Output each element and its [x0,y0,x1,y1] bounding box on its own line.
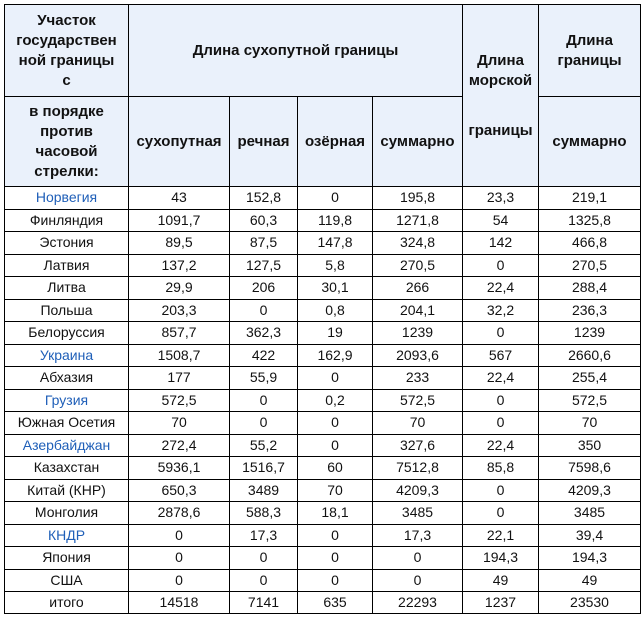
header-sum: суммарно [373,97,463,187]
river-cell: 0 [230,389,298,412]
sea-cell: 0 [463,322,539,345]
country-cell: Абхазия [5,367,129,390]
header-sea-line: границы [468,121,533,139]
total-cell: 255,4 [539,367,641,390]
country-cell: Китай (КНР) [5,479,129,502]
sum-cell: 4209,3 [373,479,463,502]
table-row [5,187,641,210]
sea-cell: 23,3 [463,187,539,210]
table-row [5,232,641,255]
river-cell: 0 [230,299,298,322]
lake-cell: 0,2 [298,389,373,412]
header-land: сухопутная [129,97,230,187]
river-cell: 127,5 [230,254,298,277]
river-cell: 0 [230,547,298,570]
river-cell: 152,8 [230,187,298,210]
country-cell: Литва [5,277,129,300]
sum-cell: 266 [373,277,463,300]
sum-cell: 17,3 [373,524,463,547]
total-cell: 270,5 [539,254,641,277]
sum-cell: 0 [373,547,463,570]
lake-cell: 0 [298,412,373,435]
header-total-bottom: суммарно [539,97,641,187]
header-total-line: Длина [566,31,613,49]
lake-cell: 5,8 [298,254,373,277]
country-cell: Финляндия [5,209,129,232]
sum-cell: 7512,8 [373,457,463,480]
total-cell: 466,8 [539,232,641,255]
sea-cell: 567 [463,344,539,367]
land-cell: 1508,7 [129,344,230,367]
header-section-top [5,5,129,97]
sum-cell: 1239 [373,322,463,345]
river-cell: 55,9 [230,367,298,390]
river-cell: 206 [230,277,298,300]
country-cell: Белоруссия [5,322,129,345]
header-section-bottom [5,97,129,187]
table-row [5,254,641,277]
table-row [5,367,641,390]
country-cell: Латвия [5,254,129,277]
river-cell: 17,3 [230,524,298,547]
land-cell: 0 [129,547,230,570]
river-cell: 55,2 [230,434,298,457]
table-row [5,479,641,502]
sum-cell: 22293 [373,592,463,614]
sea-cell: 22,4 [463,277,539,300]
country-cell: Япония [5,547,129,570]
table-row [5,569,641,592]
sum-cell: 572,5 [373,389,463,412]
sea-cell: 32,2 [463,299,539,322]
lake-cell: 0,8 [298,299,373,322]
country-cell: США [5,569,129,592]
table-row [5,457,641,480]
land-cell: 857,7 [129,322,230,345]
country-cell[interactable]: Украина [5,344,129,367]
table-row [5,389,641,412]
river-cell: 7141 [230,592,298,614]
land-cell: 0 [129,569,230,592]
lake-cell: 0 [298,524,373,547]
country-cell: итого [5,592,129,614]
total-cell: 572,5 [539,389,641,412]
sum-cell: 70 [373,412,463,435]
header-sea-line: Длина [477,51,524,69]
total-cell: 288,4 [539,277,641,300]
land-cell: 70 [129,412,230,435]
table-row [5,592,641,614]
table-row [5,547,641,570]
lake-cell: 0 [298,547,373,570]
sum-cell: 327,6 [373,434,463,457]
total-cell: 1239 [539,322,641,345]
sea-cell: 0 [463,479,539,502]
river-cell: 422 [230,344,298,367]
lake-cell: 162,9 [298,344,373,367]
land-cell: 137,2 [129,254,230,277]
country-cell: Южная Осетия [5,412,129,435]
header-land-group: Длина сухопутной границы [129,5,463,97]
total-cell: 2660,6 [539,344,641,367]
total-cell: 350 [539,434,641,457]
header-sea [463,5,539,187]
table-row [5,299,641,322]
country-cell[interactable]: КНДР [5,524,129,547]
land-cell: 43 [129,187,230,210]
lake-cell: 60 [298,457,373,480]
land-cell: 177 [129,367,230,390]
sea-cell: 0 [463,389,539,412]
header-section-line: Участок [37,11,96,29]
river-cell: 0 [230,569,298,592]
total-cell: 39,4 [539,524,641,547]
lake-cell: 635 [298,592,373,614]
lake-cell: 0 [298,434,373,457]
header-section-line: государствен [16,31,117,49]
land-cell: 29,9 [129,277,230,300]
land-cell: 14518 [129,592,230,614]
header-section-line: часовой [35,142,98,160]
header-section-line: стрелки: [34,162,99,180]
country-cell[interactable]: Азербайджан [5,434,129,457]
lake-cell: 0 [298,187,373,210]
land-cell: 650,3 [129,479,230,502]
land-cell: 203,3 [129,299,230,322]
river-cell: 60,3 [230,209,298,232]
lake-cell: 30,1 [298,277,373,300]
sum-cell: 0 [373,569,463,592]
table-row [5,344,641,367]
header-total-top [539,5,641,97]
sum-cell: 3485 [373,502,463,525]
header-sea-line: морской [468,71,533,89]
country-cell: Монголия [5,502,129,525]
lake-cell: 19 [298,322,373,345]
header-section-line: в порядке [29,102,104,120]
table-row [5,502,641,525]
land-cell: 89,5 [129,232,230,255]
lake-cell: 18,1 [298,502,373,525]
lake-cell: 70 [298,479,373,502]
header-section-line: против [40,122,93,140]
sea-cell: 49 [463,569,539,592]
sea-cell: 54 [463,209,539,232]
country-cell[interactable]: Грузия [5,389,129,412]
land-cell: 1091,7 [129,209,230,232]
land-cell: 2878,6 [129,502,230,525]
table-row [5,209,641,232]
table-row [5,322,641,345]
river-cell: 3489 [230,479,298,502]
sea-cell: 85,8 [463,457,539,480]
header-river: речная [230,97,298,187]
lake-cell: 0 [298,367,373,390]
land-cell: 5936,1 [129,457,230,480]
total-cell: 1325,8 [539,209,641,232]
sea-cell: 22,1 [463,524,539,547]
sum-cell: 195,8 [373,187,463,210]
total-cell: 49 [539,569,641,592]
total-cell: 194,3 [539,547,641,570]
sum-cell: 233 [373,367,463,390]
sum-cell: 1271,8 [373,209,463,232]
table-row [5,412,641,435]
river-cell: 87,5 [230,232,298,255]
river-cell: 362,3 [230,322,298,345]
country-cell: Эстония [5,232,129,255]
land-cell: 0 [129,524,230,547]
header-total-line: границы [557,51,622,69]
header-section-line: с [62,71,71,89]
sum-cell: 270,5 [373,254,463,277]
lake-cell: 119,8 [298,209,373,232]
country-cell: Казахстан [5,457,129,480]
land-cell: 572,5 [129,389,230,412]
lake-cell: 0 [298,569,373,592]
sea-cell: 0 [463,502,539,525]
sea-cell: 0 [463,254,539,277]
total-cell: 7598,6 [539,457,641,480]
border-lengths-table [4,4,641,614]
sea-cell: 22,4 [463,434,539,457]
header-section-line: ной границы [18,51,115,69]
sea-cell: 1237 [463,592,539,614]
total-cell: 23530 [539,592,641,614]
table-row [5,524,641,547]
sea-cell: 0 [463,412,539,435]
sum-cell: 2093,6 [373,344,463,367]
sea-cell: 142 [463,232,539,255]
river-cell: 1516,7 [230,457,298,480]
total-cell: 70 [539,412,641,435]
sea-cell: 22,4 [463,367,539,390]
river-cell: 0 [230,412,298,435]
river-cell: 588,3 [230,502,298,525]
land-cell: 272,4 [129,434,230,457]
lake-cell: 147,8 [298,232,373,255]
total-cell: 3485 [539,502,641,525]
sea-cell: 194,3 [463,547,539,570]
table-row [5,434,641,457]
border-table-container [4,4,641,614]
country-cell[interactable]: Норвегия [5,187,129,210]
header-lake: озёрная [298,97,373,187]
total-cell: 236,3 [539,299,641,322]
sum-cell: 204,1 [373,299,463,322]
total-cell: 4209,3 [539,479,641,502]
total-cell: 219,1 [539,187,641,210]
sum-cell: 324,8 [373,232,463,255]
country-cell: Польша [5,299,129,322]
table-row [5,277,641,300]
